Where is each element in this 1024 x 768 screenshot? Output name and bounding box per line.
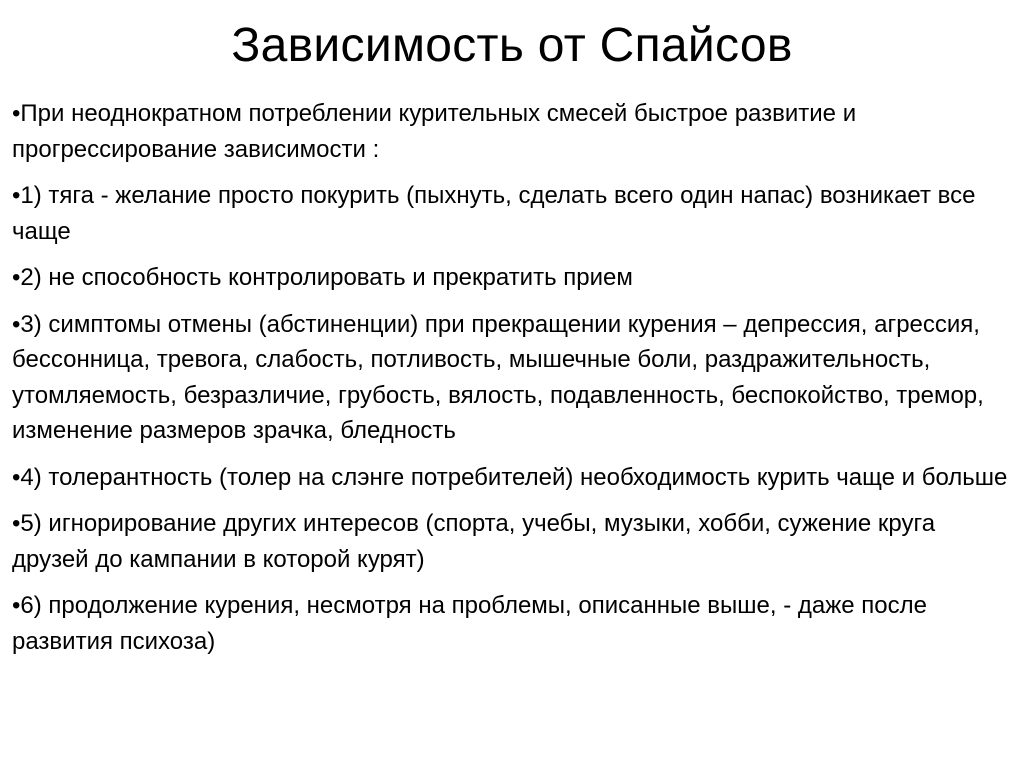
bullet-icon: • bbox=[12, 100, 21, 127]
bullet-item-loss-of-control bbox=[12, 260, 1012, 296]
bullet-text: При неоднократном потреблении курительных смесей быстрое развитие и прогрессирование зависимости : bbox=[12, 100, 857, 163]
bullet-text: 5) игнорирование других интересов (спорта, учебы, музыки, хобби, сужение круга друзей до кампании в которой курят) bbox=[12, 510, 936, 573]
bullet-text: 1) тяга - желание просто покурить (пыхнуть, сделать всего один напас) возникает все чаще bbox=[12, 182, 976, 245]
bullet-icon: • bbox=[12, 592, 21, 619]
bullet-item-craving bbox=[12, 178, 1012, 249]
bullet-item-tolerance bbox=[12, 460, 1012, 496]
bullet-text: 3) симптомы отмены (абстиненции) при прекращении курения – депрессия, агрессия, бессонница, тревога, слабость, потливость, мышечные боли, раздражительность, утомляемость, безразличие, грубость, вялость, подавленность, беспокойство, тремор, изменение размеров зрачка, бледность bbox=[12, 310, 984, 444]
slide-title: Зависимость от Спайсов bbox=[231, 19, 793, 72]
bullet-item-neglect-interests bbox=[12, 506, 1012, 577]
bullet-item-withdrawal bbox=[12, 307, 1012, 449]
bullet-text: 6) продолжение курения, несмотря на проблемы, описанные выше, - даже после развития психоза) bbox=[12, 592, 927, 655]
bullet-text: 4) толерантность (толер на слэнге потребителей) необходимость курить чаще и больше bbox=[20, 463, 1008, 491]
bullet-item-continued-use bbox=[12, 588, 1012, 659]
bullet-item-intro bbox=[12, 96, 1012, 167]
bullet-icon: • bbox=[12, 264, 21, 291]
bullet-text: 2) не способность контролировать и прекратить прием bbox=[20, 264, 633, 291]
bullet-icon: • bbox=[12, 182, 21, 209]
bullet-icon: • bbox=[12, 510, 21, 537]
bullet-list bbox=[12, 96, 1012, 670]
bullet-icon: • bbox=[12, 463, 21, 491]
bullet-icon: • bbox=[12, 310, 21, 338]
